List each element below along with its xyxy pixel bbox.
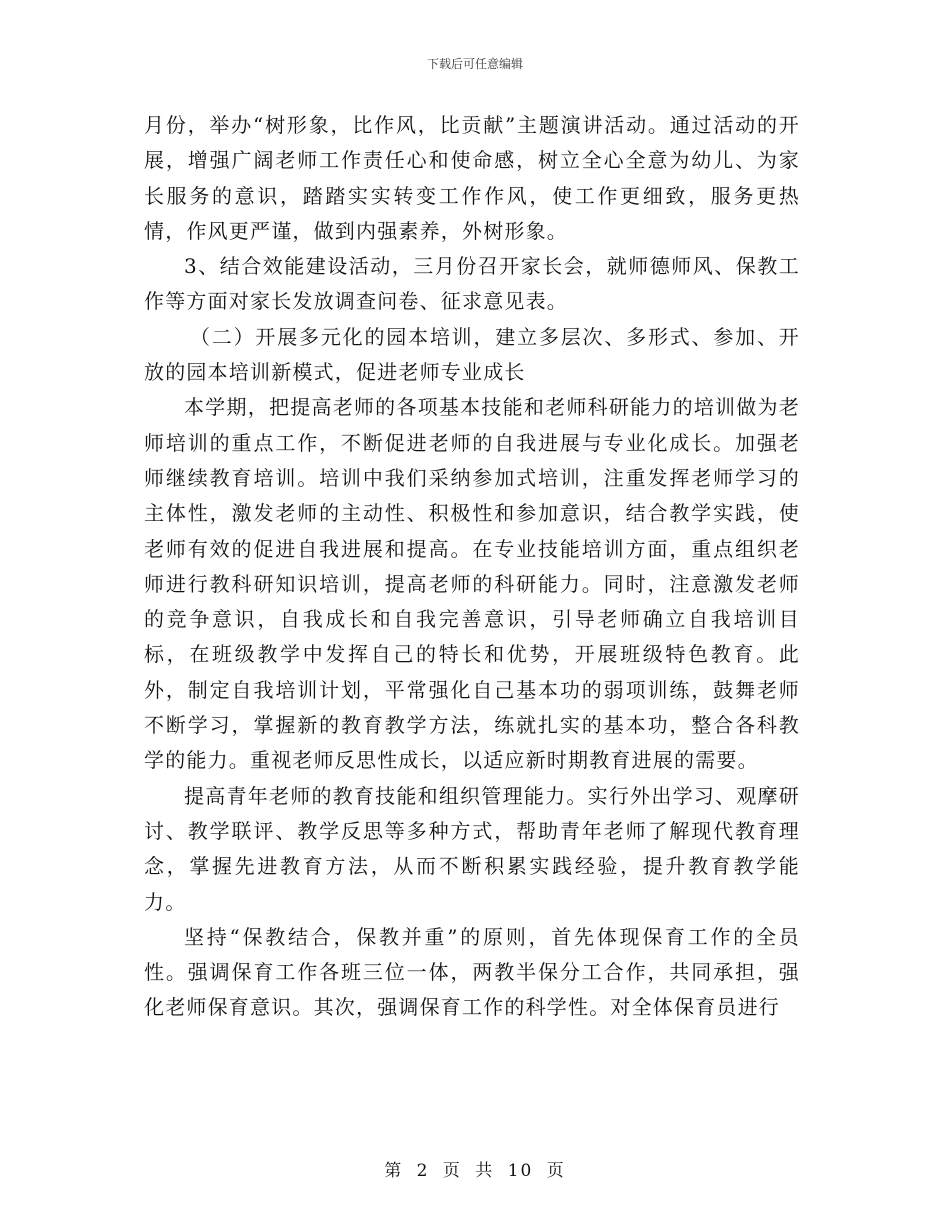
page-header: 下载后可任意编辑: [426, 57, 523, 71]
paragraph-item-3: 3、结合效能建设活动，三月份召开家长会，就师德师风、保教工作等方面对家长发放调查问卷、征求意见表。: [144, 254, 800, 314]
paragraph-training: 本学期，把提高老师的各项基本技能和老师科研能力的培训做为老师培训的重点工作，不断促进老师的自我进展与专业化成长。加强老师继续教育培训。培训中我们采纳参加式培训，注重发挥老师学习的主体性，激发老师的主动性、积极性和参加意识，结合教学实践，使老师有效的促进自我进展和提高。在专业技能培训方面，重点组织老师进行教科研知识培训，提高老师的科研能力。同时，注意激发老师的竞争意识，自我成长和自我完善意识，引导老师确立自我培训目标，在班级教学中发挥自己的特长和优势，开展班级特色教育。此外，制定自我培训计划，平常强化自己基本功的弱项训练，鼓舞老师不断学习，掌握新的教育教学方法，练就扎实的基本功，整合各科教学的能力。重视老师反思性成长，以适应新时期教育进展的需要。: [144, 395, 800, 773]
paragraph-continuation: 月份，举办“树形象，比作风，比贡献”主题演讲活动。通过活动的开展，增强广阔老师工作责任心和使命感，树立全心全意为幼儿、为家长服务的意识，踏踏实实转变工作作风，使工作更细致，服务更热情，作风更严谨，做到内强素养，外树形象。: [144, 113, 800, 243]
document-body: [144, 108, 800, 1026]
paragraph-young-teachers: 提高青年老师的教育技能和组织管理能力。实行外出学习、观摩研讨、教学联评、教学反思等多种方式，帮助青年老师了解现代教育理念，掌握先进教育方法，从而不断积累实践经验，提升教育教学能力。: [144, 783, 800, 914]
page-number-footer: 第 2 页 共 10 页: [384, 1161, 566, 1181]
paragraph-care-education: 坚持“保教结合，保教并重”的原则，首先体现保育工作的全员性。强调保育工作各班三位一体，两教半保分工合作，共同承担，强化老师保育意识。其次，强调保育工作的科学性。对全体保育员进行: [144, 924, 800, 1020]
section-heading-2: （二）开展多元化的园本培训，建立多层次、多形式、参加、开放的园本培训新模式，促进老师专业成长: [144, 324, 800, 385]
